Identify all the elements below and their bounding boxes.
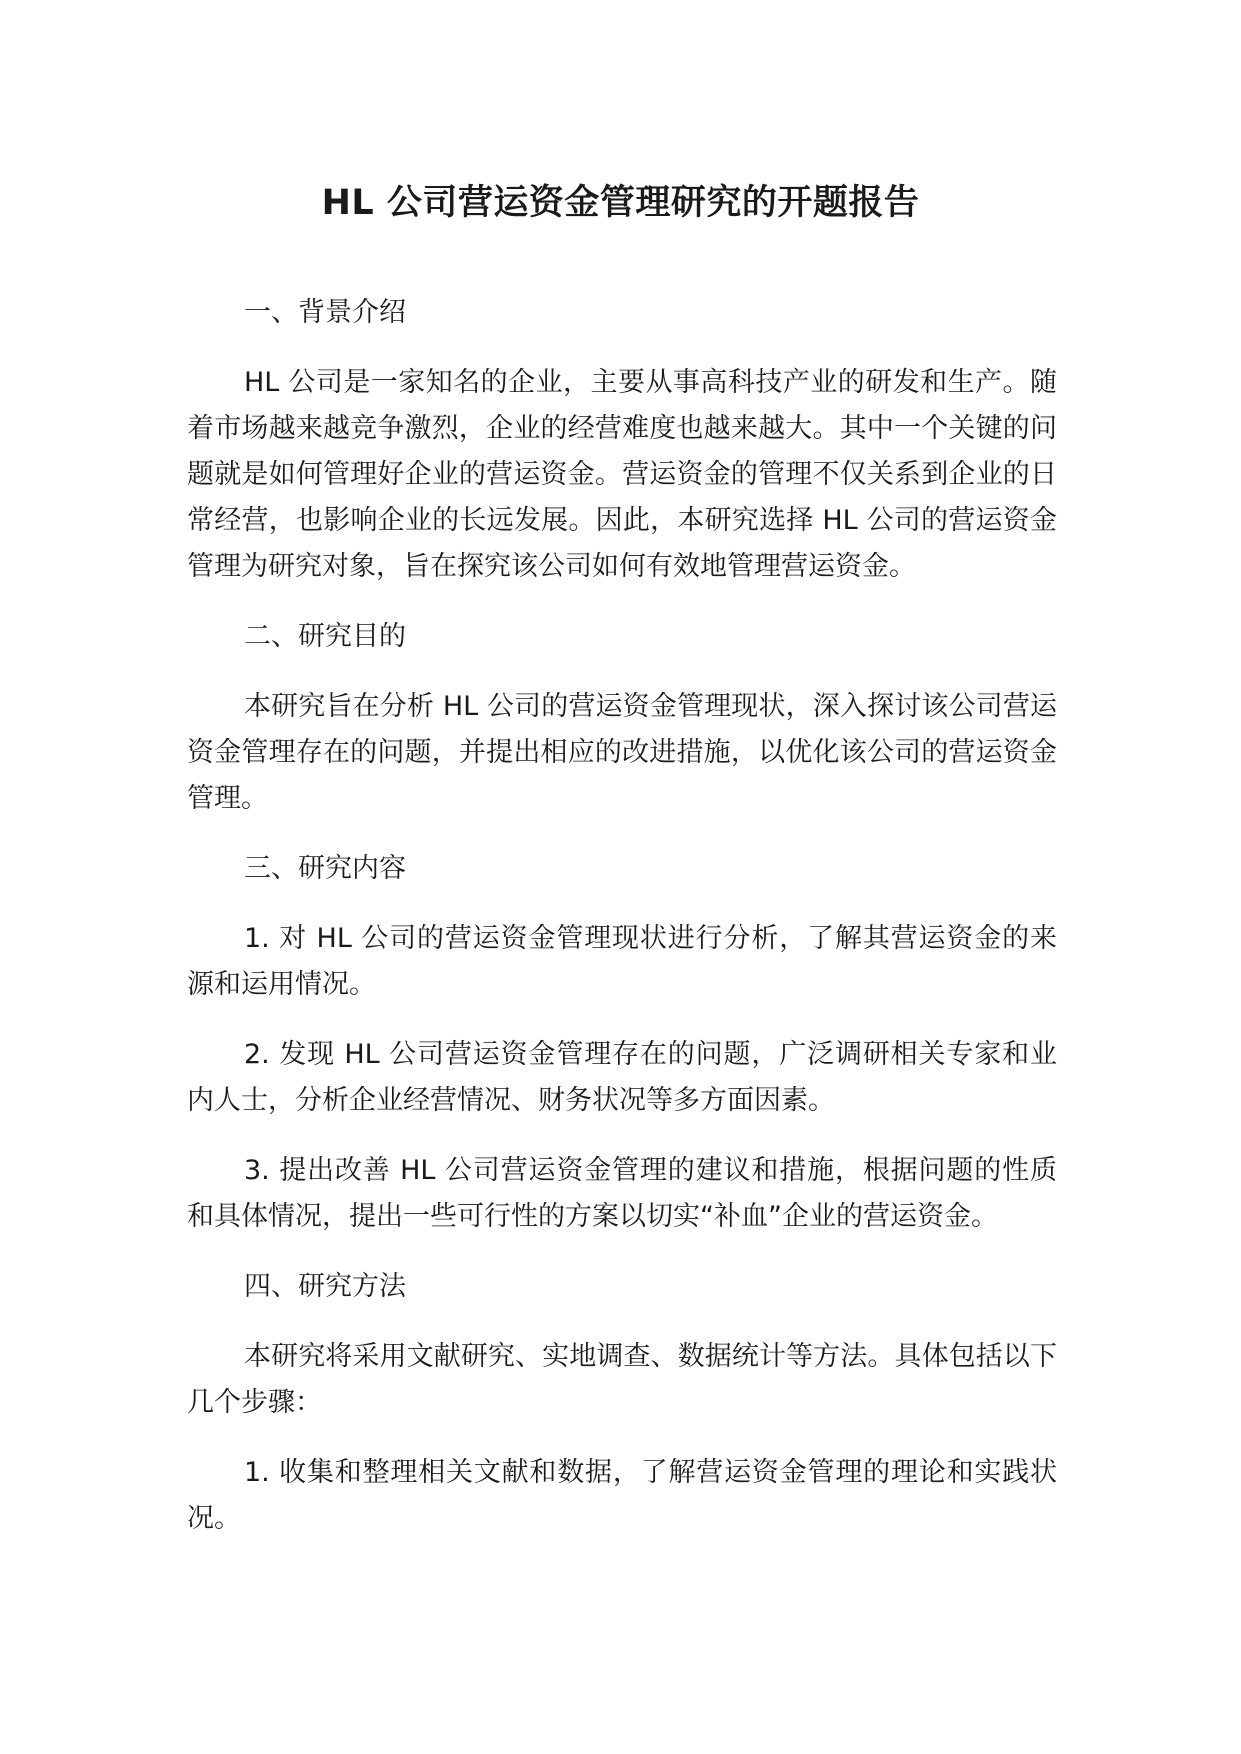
section-method (187, 1264, 1057, 1542)
list-item: 1. 收集和整理相关文献和数据，了解营运资金管理的理论和实践状况。 (187, 1457, 1057, 1534)
paragraph: 本研究旨在分析 HL 公司的营运资金管理现状，深入探讨该公司营运资金管理存在的问题，并提出相应的改进措施，以优化该公司的营运资金管理。 (187, 691, 1057, 814)
section-purpose (187, 614, 1057, 822)
section-background (187, 290, 1057, 590)
section-content (187, 846, 1057, 1240)
list-item: 1. 对 HL 公司的营运资金管理现状进行分析，了解其营运资金的来源和运用情况。 (187, 923, 1057, 1000)
section-heading: 一、背景介绍 (244, 297, 406, 328)
document-body (187, 290, 1057, 1566)
paragraph: HL 公司是一家知名的企业，主要从事高科技产业的研发和生产。随着市场越来越竞争激烈，企业的经营难度也越来越大。其中一个关键的问题就是如何管理好企业的营运资金。营运资金的管理不仅关系到企业的日常经营，也影响企业的长远发展。因此，本研究选择 HL 公司的营运资金管理为研究对象，旨在探究该公司如何有效地管理营运资金。 (187, 367, 1057, 582)
section-heading: 三、研究内容 (244, 853, 406, 884)
list-item: 3. 提出改善 HL 公司营运资金管理的建议和措施，根据问题的性质和具体情况，提出一些可行性的方案以切实“补血”企业的营运资金。 (187, 1155, 1057, 1232)
paragraph: 本研究将采用文献研究、实地调查、数据统计等方法。具体包括以下几个步骤： (187, 1341, 1057, 1418)
section-heading: 四、研究方法 (244, 1271, 406, 1302)
section-heading: 二、研究目的 (244, 621, 406, 652)
list-item: 2. 发现 HL 公司营运资金管理存在的问题，广泛调研相关专家和业内人士，分析企业经营情况、财务状况等多方面因素。 (187, 1039, 1057, 1116)
document-title: HL 公司营运资金管理研究的开题报告 (321, 183, 920, 223)
